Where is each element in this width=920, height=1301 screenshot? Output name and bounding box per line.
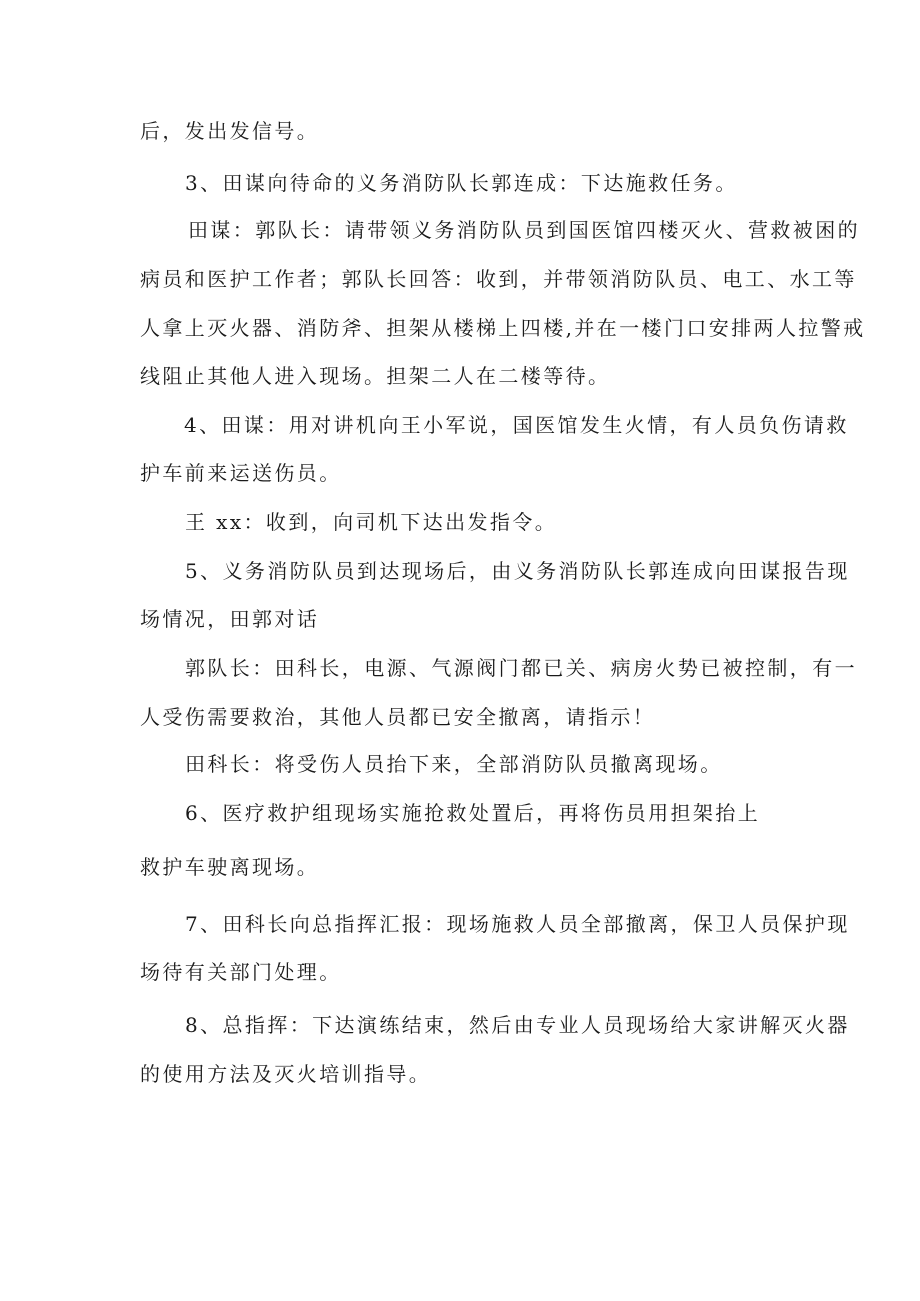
text-line: 线阻止其他人进入现场。担架二人在二楼等待。	[140, 364, 611, 388]
text-line: 后，发出发信号。	[140, 119, 320, 143]
text-line: 王 xx：收到，向司机下达出发指令。	[185, 510, 558, 534]
text-line: 4、田谋：用对讲机向王小军说，国医馆发生火情，有人员负伤请救	[184, 413, 849, 437]
text-line: 人拿上灭火器、消防斧、担架从楼梯上四楼,并在一楼门口安排两人拉警戒	[140, 316, 866, 340]
text-line: 5、义务消防队员到达现场后，由义务消防队长郭连成向田谋报告现	[185, 559, 850, 583]
text-line: 田科长：将受伤人员抬下来，全部消防队员撤离现场。	[185, 752, 723, 776]
text-line: 场待有关部门处理。	[140, 960, 342, 984]
text-line: 3、田谋向待命的义务消防队长郭连成：下达施救任务。	[185, 171, 738, 195]
text-line: 场情况，田郭对话	[140, 607, 320, 631]
text-line: 的使用方法及灭火培训指导。	[140, 1062, 432, 1086]
text-line: 护车前来运送伤员。	[140, 461, 342, 485]
text-line: 人受伤需要救治，其他人员都已安全撤离，请指示！	[140, 705, 656, 729]
text-line: 7、田科长向总指挥汇报：现场施救人员全部撤离，保卫人员保护现	[185, 912, 850, 936]
text-line: 6、医疗救护组现场实施抢救处置后，再将伤员用担架抬上	[185, 801, 761, 825]
text-line: 田谋：郭队长：请带领义务消防队员到国医馆四楼灭火、营救被困的	[188, 218, 860, 242]
text-line: 救护车驶离现场。	[140, 855, 320, 879]
text-line: 郭队长：田科长，电源、气源阀门都已关、病房火势已被控制，有一	[185, 656, 857, 680]
text-line: 8、总指挥：下达演练结束，然后由专业人员现场给大家讲解灭火器	[185, 1013, 850, 1037]
text-line: 病员和医护工作者；郭队长回答：收到，并带领消防队员、电工、水工等	[140, 267, 857, 291]
